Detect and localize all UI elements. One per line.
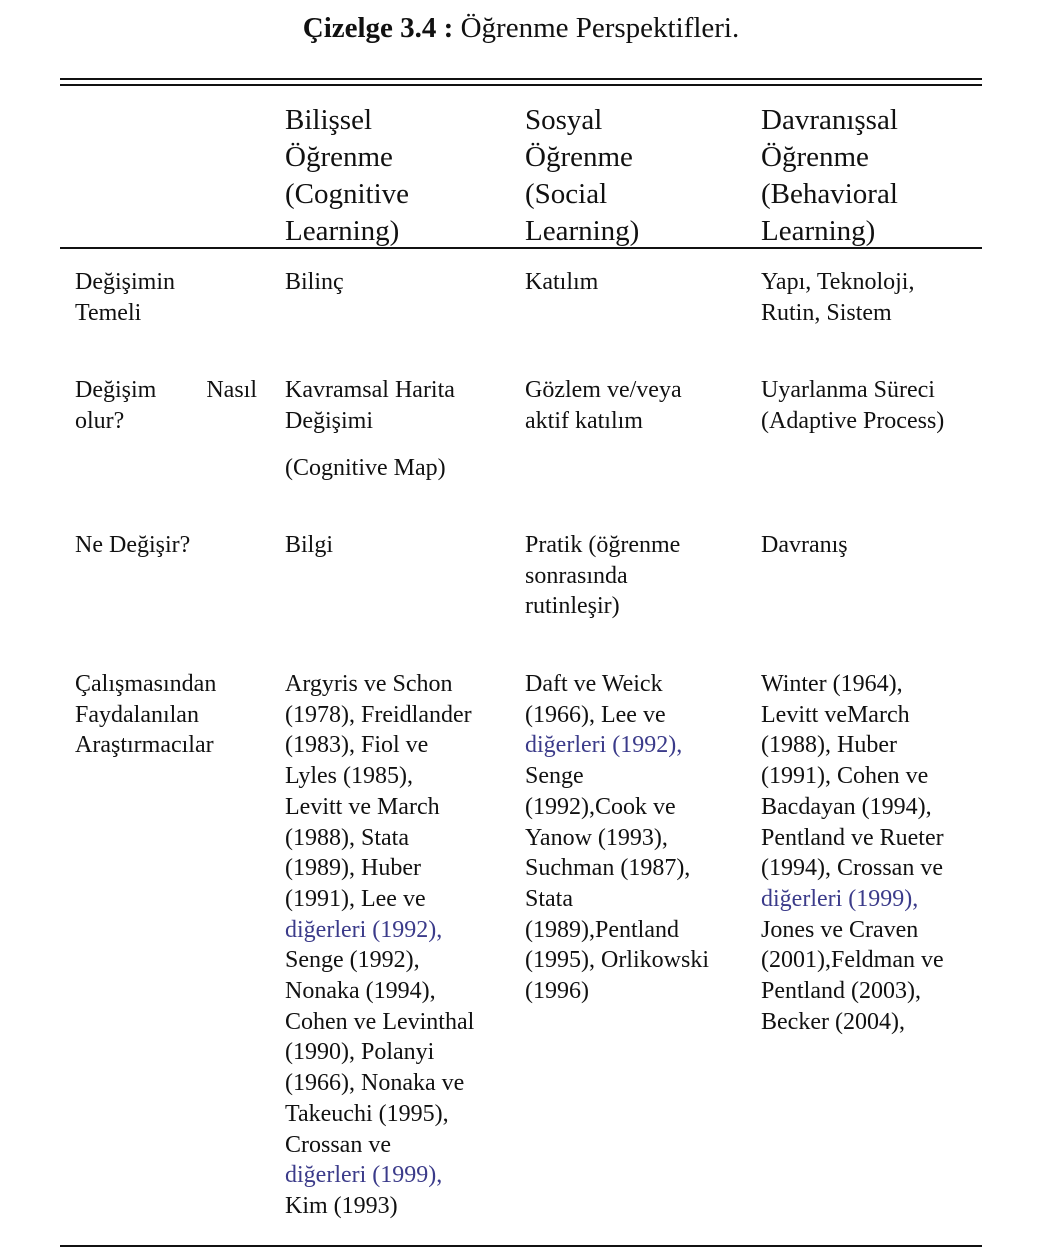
cell-line: (1989),Pentland (525, 916, 679, 943)
cell-line: (1992),Cook ve (525, 793, 676, 820)
cell-basis-behavioral (761, 267, 983, 328)
cell-basis-cognitive (285, 267, 507, 298)
row-label-basis (75, 267, 257, 328)
cell-line: Uyarlanma Süreci (761, 377, 935, 403)
cell-line: (1989), Huber (285, 855, 421, 882)
header-line: Öğrenme (285, 141, 393, 173)
cell-line: Suchman (1987), (525, 855, 691, 882)
cell-line: (1978), Freidlander (285, 701, 472, 728)
row-label-line: olur? (75, 407, 125, 434)
cell-line: Katılım (525, 269, 599, 295)
cell-line: Kim (1993) (285, 1192, 398, 1219)
header-line: (Behavioral (761, 178, 898, 210)
cell-line: (1990), Polanyi (285, 1039, 435, 1066)
cell-line: (1966), Lee ve (525, 701, 666, 728)
row-label-line: Ne Değişir? (75, 532, 191, 558)
header-cognitive (285, 102, 507, 250)
cell-line: Bilinç (285, 269, 344, 295)
cell-line: (1994), Crossan ve (761, 855, 943, 882)
header-line: Davranışsal (761, 104, 898, 136)
top-rule (60, 78, 982, 80)
cell-researchers-behavioral (761, 669, 983, 1037)
cell-line: diğerleri (1992), (285, 916, 443, 943)
cell-how-behavioral (761, 375, 983, 436)
cell-line: diğerleri (1999), (761, 885, 919, 912)
cell-line: Levitt ve March (285, 793, 440, 820)
cell-line: Yapı, Teknoloji, (761, 269, 915, 295)
header-line: Öğrenme (525, 141, 633, 173)
cell-line: Winter (1964), (761, 671, 903, 697)
cell-line: Takeuchi (1995), (285, 1100, 449, 1127)
cell-line: (Adaptive Process) (761, 407, 945, 434)
cell-line: Stata (525, 885, 573, 912)
bottom-rule (60, 1245, 982, 1247)
cell-line: Becker (2004), (761, 1008, 905, 1035)
cell-line: aktif katılım (525, 407, 643, 434)
row-label-line: Araştırmacılar (75, 732, 214, 759)
cell-line: (1983), Fiol ve (285, 732, 429, 759)
cell-how-social (525, 375, 737, 436)
table-caption (0, 8, 1042, 48)
cell-researchers-social (525, 669, 737, 1007)
cell-line: (1991), Lee ve (285, 885, 426, 912)
row-label-line: Değişim Nasıl (75, 377, 257, 403)
cell-line: Lyles (1985), (285, 763, 413, 790)
cell-line: diğerleri (1992), (525, 732, 683, 759)
cell-what-social (525, 530, 737, 622)
cell-line: Cohen ve Levinthal (285, 1008, 475, 1035)
cell-line: Gözlem ve/veya (525, 377, 682, 403)
cell-line: Pentland ve Rueter (761, 824, 944, 851)
cell-what-behavioral (761, 530, 983, 561)
cell-line: Değişimi (285, 407, 373, 434)
cell-line: Senge (1992), (285, 947, 420, 974)
cell-line: diğerleri (1999), (285, 1162, 443, 1189)
cell-line: (1996) (525, 978, 589, 1005)
cell-line: Davranış (761, 532, 848, 558)
row-label-line: Değişimin (75, 269, 175, 295)
row-label-how (75, 375, 257, 436)
header-line: Learning) (761, 215, 876, 247)
cell-line: Daft ve Weick (525, 671, 663, 697)
cell-line: (1988), Huber (761, 732, 897, 759)
header-behavioral (761, 102, 983, 250)
cell-line: Crossan ve (285, 1131, 391, 1158)
row-label-what (75, 530, 257, 561)
cell-line: (1966), Nonaka ve (285, 1070, 465, 1097)
header-line: Bilişsel (285, 104, 373, 136)
cell-what-cognitive (285, 530, 507, 561)
header-line: Learning) (525, 215, 640, 247)
cell-line: Levitt veMarch (761, 701, 910, 728)
header-line: (Social (525, 178, 608, 210)
row-label-line: Temeli (75, 299, 142, 326)
header-line: Öğrenme (761, 141, 869, 173)
cell-line: (1991), Cohen ve (761, 763, 929, 790)
row-label-researchers (75, 669, 257, 761)
cell-line: Pratik (öğrenme (525, 532, 681, 558)
header-rule (60, 247, 982, 249)
cell-line: (2001),Feldman ve (761, 947, 944, 974)
header-line: Learning) (285, 215, 400, 247)
cell-line: (1988), Stata (285, 824, 409, 851)
row-label-line: Çalışmasından (75, 671, 217, 697)
cell-line: Argyris ve Schon (285, 671, 453, 697)
cell-line: Bacdayan (1994), (761, 793, 932, 820)
cell-line: Jones ve Craven (761, 916, 919, 943)
cell-line: Senge (525, 763, 584, 790)
cell-line: Rutin, Sistem (761, 299, 892, 326)
cell-basis-social (525, 267, 737, 298)
cell-line: Kavramsal Harita (285, 377, 455, 403)
cell-line: Yanow (1993), (525, 824, 668, 851)
cell-line: Bilgi (285, 532, 334, 558)
row-label-line: Faydalanılan (75, 701, 199, 728)
top-rule-inner (60, 84, 982, 86)
caption-title: Öğrenme Perspektifleri. (460, 12, 740, 44)
header-line: (Cognitive (285, 178, 410, 210)
cell-line: Pentland (2003), (761, 978, 921, 1005)
cell-how-cognitive (285, 375, 507, 484)
cell-line: sonrasında (525, 562, 628, 589)
cell-line: Nonaka (1994), (285, 978, 436, 1005)
cell-line: (Cognitive Map) (285, 455, 446, 482)
header-social (525, 102, 737, 250)
header-line: Sosyal (525, 104, 603, 136)
cell-line: rutinleşir) (525, 593, 620, 620)
cell-line: (1995), Orlikowski (525, 947, 709, 974)
caption-label: Çizelge 3.4 : (302, 12, 454, 44)
cell-researchers-cognitive (285, 669, 507, 1222)
